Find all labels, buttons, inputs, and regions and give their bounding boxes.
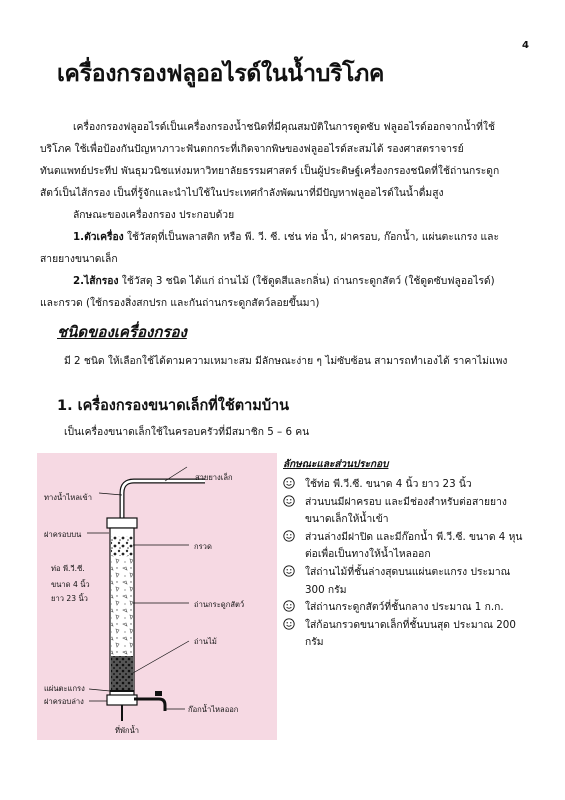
bone-charcoal-layer: [111, 556, 133, 656]
label-bottom-cap: ฝาครอบล่าง: [44, 697, 84, 706]
smiley-icon: [283, 530, 295, 542]
label-water-in: ทางน้ำไหลเข้า: [44, 493, 92, 502]
label-stand: ที่พักน้ำ: [115, 726, 140, 735]
types-text: มี 2 ชนิด ให้เลือกใช้ได้ตามความเหมาะสม มีลักษณะง่าย ๆ ไม่ซับซ้อน สามารถทำเองได้ ราคาไม่แพง: [64, 355, 508, 367]
filter-component-text: ใช้วัสดุ 3 ชนิด ได้แก่ ถ่านไม้ (ใช้ดูดสีและกลิ่น) ถ่านกระดูกสัตว์ (ใช้ดูดซับฟลูออไรด์) และกรวด (ใช้กรองสิ่งสกปรก และกันถ่านกระดูกสัตว์ลอยขึ้นมา): [40, 275, 495, 309]
label-top-cap: ฝาครอบบน: [44, 530, 82, 539]
hose-tube-inner: [122, 481, 205, 519]
characteristics-item: [283, 599, 523, 617]
label-pipe-line-1: ท่อ พี.วี.ซี.: [51, 564, 85, 573]
body-component-text: ใช้วัสดุที่เป็นพลาสติก หรือ พี. วี. ซี. เช่น ท่อ น้ำ, ฝาครอบ, ก๊อกน้ำ, แผ่นตะแกรง และสายยางขนาดเล็ก: [40, 231, 500, 265]
characteristics-item-text: ใส่ก้อนกรวดขนาดเล็กที่ชั้นบนสุด ประมาณ 200 กรัม: [305, 618, 516, 649]
intro-section: [40, 116, 505, 314]
filter-component-heading: 2.ไส้กรอง: [73, 275, 119, 287]
label-hose: สายยางเล็ก: [195, 473, 233, 482]
label-bone-charcoal: ถ่านกระดูกสัตว์: [194, 600, 245, 609]
characteristics-item-text: ใช้ท่อ พี.วี.ซี. ขนาด 4 นิ้ว ยาว 23 นิ้ว: [305, 478, 472, 490]
characteristics-item-text: ส่วนล่างมีฝาปิด และมีก๊อกน้ำ พี.วี.ซี. ขนาด 4 หุน ต่อเพื่อเป็นทางให้น้ำไหลออก: [305, 530, 523, 561]
characteristics-item-text: ส่วนบนมีฝาครอบ และมีช่องสำหรับต่อสายยางขนาดเล็กให้น้ำเข้า: [305, 495, 507, 526]
characteristics-item: [283, 494, 523, 529]
components-intro: ลักษณะของเครื่องกรอง ประกอบด้วย: [73, 209, 235, 221]
characteristics-item: [283, 476, 523, 494]
filter-component: [40, 270, 505, 314]
body-component: [40, 226, 505, 270]
filter-diagram: [37, 453, 277, 740]
smiley-icon: [283, 495, 295, 507]
types-heading: ชนิดของเครื่องกรอง: [57, 323, 187, 341]
page-number: 4: [522, 40, 529, 51]
label-faucet: ก๊อกน้ำไหลออก: [188, 705, 239, 714]
bottom-cap: [107, 695, 137, 705]
page-title: เครื่องกรองฟลูออไรด์ในน้ำบริโภค: [57, 61, 385, 87]
faucet: [134, 699, 165, 711]
intro-paragraph: เครื่องกรองฟลูออไรด์เป็นเครื่องกรองน้ำชนิดที่มีคุณสมบัติในการดูดซับ ฟลูออไรด์ออกจากน้ำที่ใช้บริโภค ใช้เพื่อป้องกันปัญหาภาวะฟันตกกระที่เกิดจากพิษของฟลูออไรด์สะสมได้ รองศาสตราจารย์ ทันตแพทย์ประทีป พันธุมวนิชแห่งมหาวิทยาลัยธรรมศาสตร์ เป็นผู้ประดิษฐ์เครื่องกรองชนิดที่ใช้ถ่านกระดูกสัตว์เป็นไส้กรอง เป็นที่รู้จักและนำไปใช้ในประเทศกำลังพัฒนาที่มีปัญหาฟลูออไรด์ในน้ำดื่มสูง: [40, 121, 500, 199]
smiley-icon: [283, 618, 295, 630]
charcoal-layer: [111, 656, 133, 690]
characteristics-title: ลักษณะและส่วนประกอบ: [283, 459, 389, 470]
label-pipe-line-3: ยาว 23 นิ้ว: [51, 594, 88, 603]
smiley-icon: [283, 600, 295, 612]
body-component-heading: 1.ตัวเครื่อง: [73, 231, 124, 243]
smiley-icon: [283, 477, 295, 489]
characteristics-list: [283, 476, 523, 652]
small-filter-subtitle: เป็นเครื่องขนาดเล็กใช้ในครอบครัวที่มีสมาชิก 5 – 6 คน: [64, 426, 310, 438]
top-cap: [107, 518, 137, 528]
label-pipe-line-2: ขนาด 4 นิ้ว: [51, 580, 90, 589]
label-gravel: กรวด: [194, 542, 212, 551]
smiley-icon: [283, 565, 295, 577]
small-filter-heading: 1. เครื่องกรองขนาดเล็กที่ใช้ตามบ้าน: [57, 398, 290, 414]
characteristics-item: [283, 529, 523, 564]
faucet-handle: [155, 691, 162, 696]
characteristics-item: [283, 564, 523, 599]
characteristics-item-text: ใส่ถ่านกระดูกสัตว์ที่ชั้นกลาง ประมาณ 1 ก.ก.: [305, 601, 504, 614]
label-charcoal: ถ่านไม้: [194, 637, 217, 646]
hose-tube: [122, 481, 205, 519]
gravel-layer: [111, 536, 133, 556]
label-mesh: แผ่นตะแกรง: [44, 684, 85, 693]
characteristics-item: [283, 617, 523, 652]
characteristics-item-text: ใส่ถ่านไม้ที่ชั้นล่างสุดบนแผ่นตะแกรง ประมาณ 300 กรัม: [305, 565, 511, 596]
